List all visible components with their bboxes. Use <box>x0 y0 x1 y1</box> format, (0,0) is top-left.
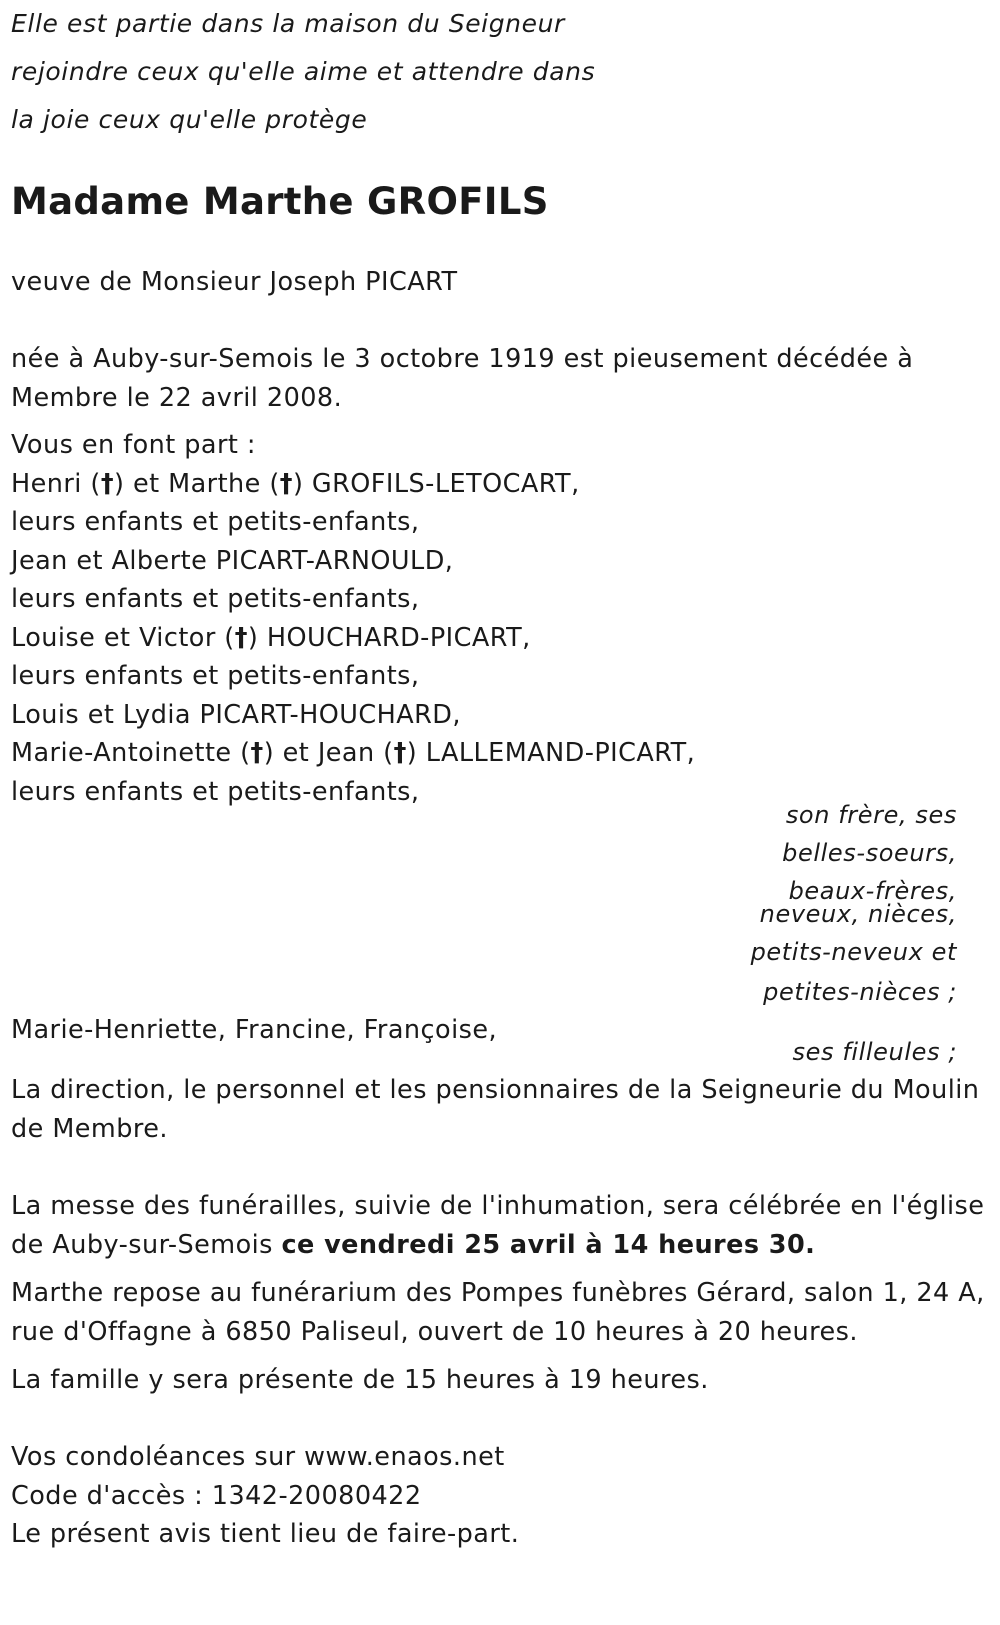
relation-line: ses filleules ; <box>792 1038 957 1066</box>
relation-line: petits-neveux et <box>750 938 957 966</box>
quote-line: la joie ceux qu'elle protège <box>11 105 368 134</box>
family-text: Louise et Victor ( <box>11 623 235 653</box>
family-line: leurs enfants et petits-enfants, <box>11 661 420 691</box>
family-text: ) et Marthe ( <box>114 469 280 499</box>
family-line <box>11 736 695 770</box>
family-intro: Vous en font part : <box>11 430 256 460</box>
cross-icon: † <box>393 738 407 768</box>
deceased-name: Madame Marthe GROFILS <box>11 180 549 223</box>
repose-line: rue d'Offagne à 6850 Paliseul, ouvert de 10 heures à 20 heures. <box>11 1317 858 1347</box>
relation-line: beaux-frères, <box>788 877 957 905</box>
cross-icon: † <box>250 738 264 768</box>
family-line: Jean et Alberte PICART-ARNOULD, <box>11 546 454 576</box>
institution-line: La direction, le personnel et les pensionnaires de la Seigneurie du Moulin <box>11 1075 980 1105</box>
family-text: Marie-Antoinette ( <box>11 738 251 768</box>
family-line <box>11 621 531 655</box>
relation-line: petites-nièces ; <box>763 978 957 1006</box>
cross-icon: † <box>279 469 293 499</box>
family-text: ) LALLEMAND-PICART, <box>406 738 696 768</box>
condolences-line: Vos condoléances sur www.enaos.net <box>11 1442 505 1472</box>
relation-line: belles-soeurs, <box>782 839 957 867</box>
relation-line: son frère, ses <box>785 801 957 829</box>
spouse-line: veuve de Monsieur Joseph PICART <box>11 267 458 297</box>
quote-line: Elle est partie dans la maison du Seigneur <box>11 9 565 38</box>
family-presence-line: La famille y sera présente de 15 heures à 19 heures. <box>11 1365 709 1395</box>
notice-line: Le présent avis tient lieu de faire-part. <box>11 1519 520 1549</box>
birth-death-line: Membre le 22 avril 2008. <box>11 383 343 413</box>
funeral-date: ce vendredi 25 avril à 14 heures 30. <box>281 1230 816 1260</box>
family-text: ) et Jean ( <box>263 738 394 768</box>
funeral-text: de Auby-sur-Semois <box>11 1230 282 1260</box>
family-line: leurs enfants et petits-enfants, <box>11 507 420 537</box>
family-text: ) HOUCHARD-PICART, <box>247 623 531 653</box>
funeral-line <box>11 1228 815 1262</box>
cross-icon: † <box>100 469 115 499</box>
institution-line: de Membre. <box>11 1114 168 1144</box>
birth-death-line: née à Auby-sur-Semois le 3 octobre 1919 est pieusement décédée à <box>11 344 914 374</box>
godchildren-line: Marie-Henriette, Francine, Françoise, <box>11 1015 498 1045</box>
quote-line: rejoindre ceux qu'elle aime et attendre dans <box>11 57 596 86</box>
access-code-line: Code d'accès : 1342-20080422 <box>11 1481 422 1511</box>
cross-icon: † <box>234 623 248 653</box>
family-line <box>11 467 580 501</box>
relation-line: neveux, nièces, <box>759 900 957 928</box>
family-text: Henri ( <box>11 469 101 499</box>
funeral-line: La messe des funérailles, suivie de l'inhumation, sera célébrée en l'église <box>11 1191 985 1221</box>
family-line: leurs enfants et petits-enfants, <box>11 777 420 807</box>
repose-line: Marthe repose au funérarium des Pompes funèbres Gérard, salon 1, 24 A, <box>11 1278 985 1308</box>
family-line: Louis et Lydia PICART-HOUCHARD, <box>11 700 461 730</box>
family-line: leurs enfants et petits-enfants, <box>11 584 420 614</box>
family-text: ) GROFILS-LETOCART, <box>292 469 580 499</box>
